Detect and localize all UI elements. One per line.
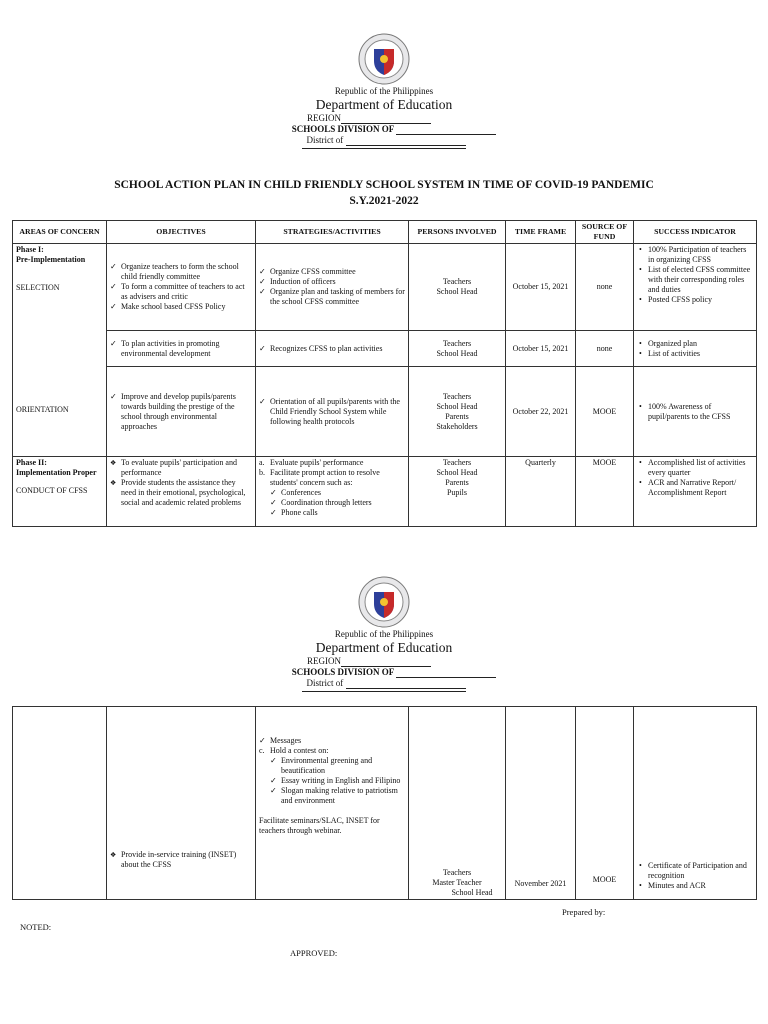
- republic-label-2: Republic of the Philippines: [334, 629, 434, 639]
- area-sub-selection: SELECTION: [16, 283, 60, 292]
- action-plan-table: [12, 220, 757, 527]
- table-row: [13, 367, 757, 457]
- strategies-cell: ✓ Orientation of all pupils/parents with the Child Friendly School System while following health protocols: [256, 367, 409, 457]
- persons-cell: Teachers Master Teacher School Head: [409, 707, 506, 900]
- region-label-2: REGION: [307, 656, 341, 666]
- col-source-fund: SOURCE OF FUND: [576, 221, 634, 244]
- time-cell: November 2021: [506, 707, 576, 900]
- deped-seal-icon: [358, 33, 410, 85]
- time-cell: October 15, 2021: [506, 331, 576, 367]
- table-row: [13, 457, 757, 527]
- action-plan-table-continued: [12, 706, 757, 900]
- objectives-cell: ❖ Provide in-service training (INSET) about the CFSS: [107, 707, 256, 900]
- division-label: SCHOOLS DIVISION OF: [291, 124, 394, 134]
- strategies-cell: ✓ Organize CFSS committee ✓ Induction of officers ✓ Organize plan and tasking of members for the school CFSS committee: [256, 244, 409, 331]
- table-row: [13, 244, 757, 331]
- prepared-by-label: Prepared by:: [562, 907, 606, 917]
- persons-cell: Teachers School Head Parents Pupils: [409, 457, 506, 527]
- deped-seal-icon: [358, 576, 410, 628]
- objectives-cell: ✓ Organize teachers to form the school child friendly committee ✓ To form a committee of teachers to act as advisers and critic ✓ Make school based CFSS Policy: [107, 244, 256, 331]
- region-label: REGION: [307, 113, 341, 123]
- area-cell: [13, 707, 107, 900]
- fund-cell: none: [576, 331, 634, 367]
- success-cell: • Organized plan • List of activities: [634, 331, 757, 367]
- objectives-cell: ✓ Improve and develop pupils/parents towards building the prestige of the school through environmental approaches: [107, 367, 256, 457]
- time-cell: October 22, 2021: [506, 367, 576, 457]
- col-success: SUCCESS INDICATOR: [634, 221, 757, 244]
- fund-cell: none: [576, 244, 634, 331]
- table-row: [13, 331, 757, 367]
- col-areas: AREAS OF CONCERN: [13, 221, 107, 244]
- col-strategies: STRATEGIES/ACTIVITIES: [256, 221, 409, 244]
- persons-cell: Teachers School Head: [409, 244, 506, 331]
- col-objectives: OBJECTIVES: [107, 221, 256, 244]
- time-cell: October 15, 2021: [506, 244, 576, 331]
- department-label: Department of Education: [315, 97, 453, 112]
- persons-cell: Teachers School Head: [409, 331, 506, 367]
- objectives-cell: ❖ To evaluate pupils' participation and performance ❖ Provide students the assistance they need in their emotional, psychological, social and academic related problems: [107, 457, 256, 527]
- col-persons: PERSONS INVOLVED: [409, 221, 506, 244]
- approved-label: APPROVED:: [290, 948, 338, 958]
- strategies-cell: ✓ Recognizes CFSS to plan activities: [256, 331, 409, 367]
- fund-cell: MOOE: [576, 707, 634, 900]
- page-title: SCHOOL ACTION PLAN IN CHILD FRIENDLY SCHOOL SYSTEM IN TIME OF COVID-19 PANDEMIC S.Y.2021-2022: [114, 179, 654, 207]
- district-label-2: District of: [306, 678, 344, 688]
- success-cell: • Accomplished list of activities every quarter • ACR and Narrative Report/ Accomplishment Report: [634, 457, 757, 527]
- noted-label: NOTED:: [20, 922, 52, 932]
- success-cell: • Certificate of Participation and recognition • Minutes and ACR: [634, 707, 757, 900]
- district-label: District of: [306, 135, 344, 145]
- persons-cell: Teachers School Head Parents Stakeholders: [409, 367, 506, 457]
- table-header-row: [13, 221, 757, 244]
- col-time-frame: TIME FRAME: [506, 221, 576, 244]
- republic-label: Republic of the Philippines: [334, 86, 434, 96]
- strategies-cell: ✓ Messages c. Hold a contest on: ✓ Environmental greening and beautification ✓ Essay writing in English and Filipino ✓ Slogan making relative to patriotism and environment Facilitate seminars/SLAC, INSET for teachers through webinar.: [256, 707, 409, 900]
- fund-cell: MOOE: [576, 367, 634, 457]
- area-cell: Phase I: Pre-Implementation SELECTION ORIENTATION: [13, 244, 107, 457]
- success-cell: • 100% Participation of teachers in organizing CFSS • List of elected CFSS committee with their corresponding roles and duties • Posted CFSS policy: [634, 244, 757, 331]
- area-sub-orientation: ORIENTATION: [16, 405, 69, 414]
- objectives-cell: ✓ To plan activities in promoting environmental development: [107, 331, 256, 367]
- division-label-2: SCHOOLS DIVISION OF: [291, 667, 394, 677]
- time-cell: Quarterly: [506, 457, 576, 527]
- area-cell: Phase II: Implementation Proper CONDUCT OF CFSS: [13, 457, 107, 527]
- table-row: [13, 707, 757, 900]
- strategies-cell: a. Evaluate pupils' performance b. Facilitate prompt action to resolve students' concern such as: ✓ Conferences ✓ Coordination through letters ✓ Phone calls: [256, 457, 409, 527]
- fund-cell: MOOE: [576, 457, 634, 527]
- success-cell: • 100% Awareness of pupil/parents to the CFSS: [634, 367, 757, 457]
- department-label-2: Department of Education: [315, 640, 453, 655]
